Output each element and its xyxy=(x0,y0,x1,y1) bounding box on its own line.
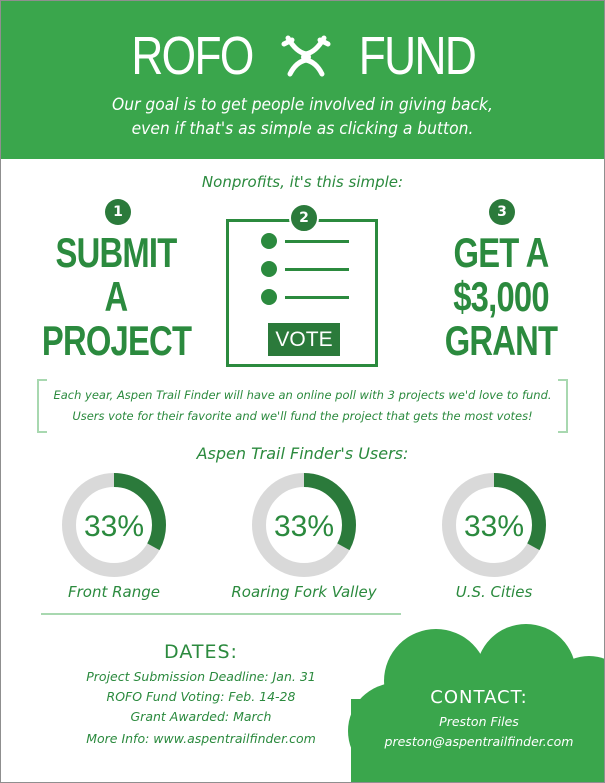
step-3-line-2: $3,000 xyxy=(453,273,549,320)
step-1-text xyxy=(21,231,211,363)
step-1-line-3: PROJECT xyxy=(41,317,192,364)
contact-email-link[interactable]: preston@aspentrailfinder.com xyxy=(384,734,574,749)
donut-percent: 33% xyxy=(463,510,525,543)
step-2-badge: 2 xyxy=(289,203,319,233)
dates-line-3: Grant Awarded: March xyxy=(130,709,272,724)
info-box xyxy=(37,379,568,433)
logo-word-right: FUND xyxy=(358,26,475,86)
step-3-line-3: GRANT xyxy=(444,317,558,364)
donut-label-us-cities: U.S. Cities xyxy=(455,583,533,601)
vote-button[interactable]: VOTE xyxy=(268,323,340,356)
donut-percent: 33% xyxy=(83,510,145,543)
info-line-1: Each year, Aspen Trail Finder will have an online poll with 3 projects we'd love to fund. xyxy=(53,388,552,402)
logo-word-left: ROFO xyxy=(130,26,253,86)
donut-label-front-range: Front Range xyxy=(68,583,160,601)
step-1-line-2: A xyxy=(104,273,128,320)
dates-more-info-link[interactable]: More Info: www.aspentrailfinder.com xyxy=(86,731,316,746)
ballot-line xyxy=(285,268,349,271)
step-3-text xyxy=(401,231,601,363)
intro-text: Nonprofits, it's this simple: xyxy=(201,173,404,191)
donut-front-range xyxy=(59,470,169,580)
tagline-line-1: Our goal is to get people involved in giving back, xyxy=(112,95,493,114)
donut-percent: 33% xyxy=(273,510,335,543)
users-title: Aspen Trail Finder's Users: xyxy=(196,444,409,463)
step-1-badge: 1 xyxy=(105,199,131,225)
step-1-line-1: SUBMIT xyxy=(55,229,177,276)
info-text xyxy=(37,385,568,427)
donut-label-roaring-fork: Roaring Fork Valley xyxy=(231,583,377,601)
step-3-badge: 3 xyxy=(489,199,515,225)
donut-roaring-fork xyxy=(249,470,359,580)
divider xyxy=(41,613,401,615)
donut-us-cities xyxy=(439,470,549,580)
ballot-bullet xyxy=(261,233,277,249)
ballot-bullet xyxy=(261,289,277,305)
contact-name: Preston Files xyxy=(439,714,519,729)
ballot-line xyxy=(285,240,349,243)
logo xyxy=(1,23,604,89)
step-3-line-1: GET A xyxy=(453,229,549,276)
ballot-graphic xyxy=(226,219,378,367)
ballot-line xyxy=(285,296,349,299)
dates-title: DATES: xyxy=(164,641,238,663)
tagline-line-2: even if that's as simple as clicking a button. xyxy=(131,119,474,138)
info-line-2: Users vote for their favorite and we'll fund the project that gets the most votes! xyxy=(72,409,533,423)
header-banner xyxy=(1,1,604,159)
tagline xyxy=(1,93,604,141)
contact-title: CONTACT: xyxy=(430,687,528,708)
dates-line-1: Project Submission Deadline: Jan. 31 xyxy=(86,669,316,684)
ballot-bullet xyxy=(261,261,277,277)
dates-line-2: ROFO Fund Voting: Feb. 14-28 xyxy=(106,689,296,704)
fork-logo-icon xyxy=(280,30,332,82)
